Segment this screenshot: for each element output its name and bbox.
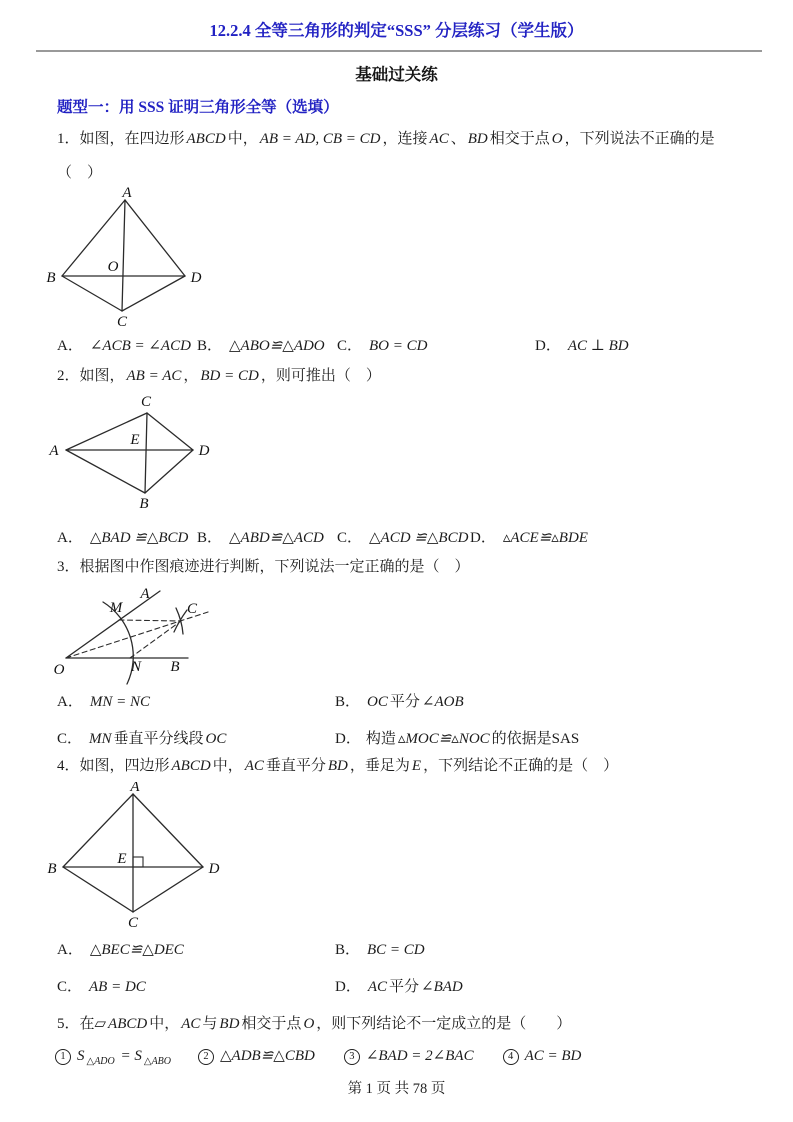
point-label-E: E [117,851,127,867]
vertex-label-A: A [122,185,132,201]
vertex-label-B: B [46,270,56,286]
edge-CD [122,276,185,311]
vertex-label-C: C [140,394,152,410]
diagonal-AC [122,200,125,311]
option-a: A． △BAD ≌△BCD [57,530,189,546]
point-label-C: C [187,601,198,617]
vertex-label-D: D [198,443,210,459]
choice-1: 1 S $_{\triangle ADO}$ = S $_{\triangle ABO}$ [55,1048,171,1067]
question-3-stem: 3．根据图中作图痕迹进行判断，下列说法一定正确的是（ ） [57,559,470,575]
vertex-label-A: A [130,782,140,795]
point-label-O: O [107,259,119,275]
edge-CD [133,867,203,912]
question-4-options-row-2 [57,975,465,996]
diagonal-CB [145,413,147,493]
vertex-label-C: C [127,915,139,930]
question-2-stem: 2．如图， AB = AC ， BD = CD ，则可推出（ ） [57,368,381,384]
point-label-A: A [140,586,150,602]
question-4-options-row-1 [57,938,427,959]
question-5-stem: 5．在▱ ABCD 中， AC 与 BD 相交于点 O ，则下列结论不一定成立的是（ ） [57,1016,572,1032]
point-label-B: B [170,659,180,675]
choice-4: 4 AC = BD [503,1048,584,1065]
doc-title: 12.2.4 全等三角形的判定“SSS” 分层练习（学生版） [209,21,584,40]
question-2-figure [40,392,260,510]
option-c: C． △ACD ≌△BCD [337,530,469,546]
option-c: C． MN 垂直平分线段 OC [57,731,227,747]
option-c: C． BO = CD [337,338,428,354]
vertex-label-D: D [190,270,202,286]
vertex-label-B: B [139,496,149,510]
point-label-N: N [130,659,142,675]
option-d: D． AC 平分 ∠BAD [335,979,463,995]
circled-number: 4 [503,1049,519,1065]
point-label-O: O [53,662,65,678]
topic-heading: 题型一：用 SSS 证明三角形全等（选填） [57,99,339,116]
option-b: B． △ABD≌△ACD [197,530,324,546]
question-1-stem: 1．如图，在四边形 ABCD 中， AB = AD, CB = CD ，连接 AC 、 BD 相交于点 O ，下列说法不正确的是 [57,131,715,147]
option-b: B． BC = CD [335,942,425,958]
question-2-options [57,526,590,547]
question-5-choices [55,1046,610,1067]
right-angle-mark [133,857,143,867]
vertex-label-B: B [47,861,57,877]
circled-number: 1 [55,1049,71,1065]
vertex-label-A: A [49,443,59,459]
edge-AD [125,200,185,276]
option-d: D． AC ⊥ BD [535,338,629,354]
vertex-label-C: C [116,314,128,330]
question-4-stem: 4．如图，四边形 ABCD 中， AC 垂直平分 BD ，垂足为 E ，下列结论不正确的是（ ） [57,758,619,774]
edge-BC [62,276,122,311]
question-3-options-row-1 [57,690,466,711]
dashed-NC [130,621,181,658]
option-b: B． OC 平分 ∠AOB [335,694,464,710]
question-1-figure [40,184,260,330]
option-a: A． △BEC≌△DEC [57,942,184,958]
question-3-figure [40,585,230,685]
page-footer: 第 1 页 共 78 页 [347,1081,446,1097]
choice-3: 3 ∠BAD = 2∠BAC [344,1046,476,1065]
circled-number: 3 [344,1049,360,1065]
option-b: B． △ABO≌△ADO [197,338,325,354]
option-a: A． ∠ACB = ∠ACD [57,338,191,354]
section-heading: 基础过关练 [355,65,438,84]
circled-number: 2 [198,1049,214,1065]
edge-BC [63,867,133,912]
edge-CD [147,413,193,450]
point-label-M: M [109,600,123,616]
option-d: D． 构造 ▵MOC≌▵NOC 的依据是SAS [335,731,580,747]
dashed-MC [119,620,181,621]
question-1-options [57,334,631,355]
question-4-figure [40,782,260,930]
question-1-blank: （ ） [57,165,103,181]
dashed-OC [66,612,208,658]
option-a: A． MN = NC [57,694,150,710]
edge-AD [133,794,203,867]
choice-2: 2 △ADB≌△CBD [198,1046,317,1065]
edge-AB [66,450,145,493]
vertex-label-D: D [208,861,220,877]
header-divider [36,50,762,52]
question-3-options-row-2 [57,727,579,748]
option-d: D． ▵ACE≌▵BDE [470,530,588,546]
edge-BD [145,450,193,493]
option-c: C． AB = DC [57,979,146,995]
point-label-E: E [130,432,140,448]
